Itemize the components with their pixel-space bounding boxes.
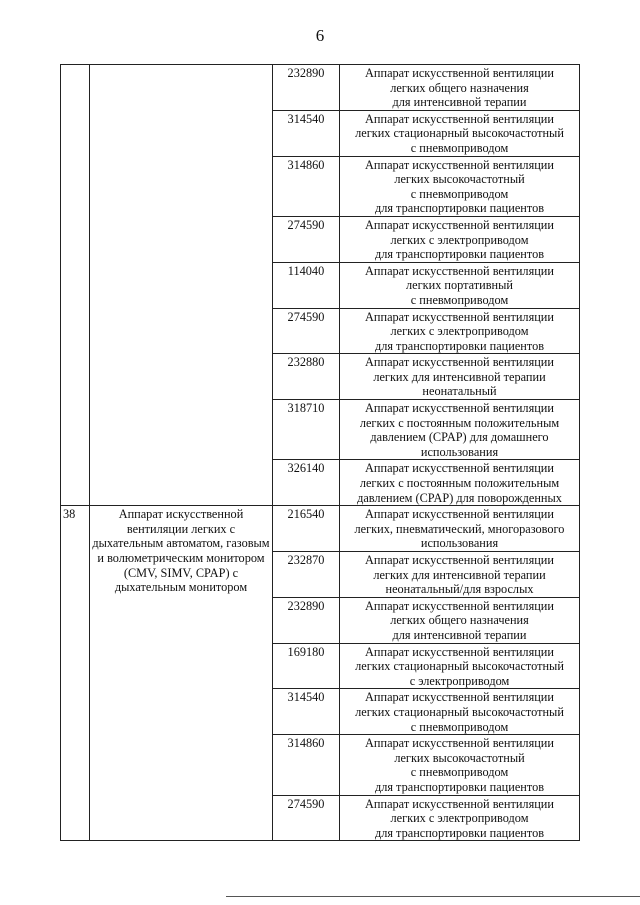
description-line: для транспортировки пациентов (374, 338, 545, 353)
device-code-cell: 274590 (273, 795, 340, 841)
device-description-cell (340, 643, 580, 689)
description-line: Аппарат искусственной вентиляции (365, 736, 554, 751)
device-description-cell (340, 552, 580, 598)
device-description-cell (340, 262, 580, 308)
description-line: с пневмоприводом (410, 140, 509, 155)
description-line: легких общего назначения (390, 613, 529, 628)
device-description-cell (340, 597, 580, 643)
device-code-cell: 274590 (273, 216, 340, 262)
description-line: Аппарат искусственной вентиляции (365, 355, 554, 370)
description-line: легких стационарный высокочастотный (355, 704, 564, 719)
description-line: для транспортировки пациентов (374, 779, 545, 794)
device-description-cell (340, 156, 580, 216)
description-line: Аппарат искусственной вентиляции (365, 461, 554, 476)
description-line: Аппарат искусственной вентиляции (365, 66, 554, 80)
description-line: легких общего назначения (390, 80, 529, 95)
device-description-cell (340, 460, 580, 506)
table-row (61, 506, 580, 552)
device-description-cell (340, 735, 580, 795)
device-name-cell (90, 65, 273, 506)
description-line: неонатальный/для взрослых (385, 582, 534, 597)
table-row (61, 65, 580, 111)
description-line: с пневмоприводом (410, 719, 509, 734)
device-code-cell: 232890 (273, 597, 340, 643)
description-line: Аппарат искусственной вентиляции (365, 157, 554, 172)
description-line: легких стационарный высокочастотный (355, 126, 564, 141)
table-body (61, 65, 580, 841)
description-line: легких для интенсивной терапии (373, 369, 546, 384)
device-code-cell: 314540 (273, 689, 340, 735)
description-line: легких портативный (406, 278, 513, 293)
description-line: Аппарат искусственной вентиляции (365, 401, 554, 416)
description-line: легких с постоянным положительным (359, 476, 560, 491)
description-line: Аппарат искусственной вентиляции (365, 111, 554, 126)
description-line: Аппарат искусственной вентиляции (365, 507, 554, 522)
description-line: с пневмоприводом (410, 186, 509, 201)
device-name-cell: Аппарат искусственной вентиляции легких с дыхательным автоматом, газовым и волюметрическим монитором (CMV, SIMV, CPAP) с дыхательным монитором (90, 506, 273, 841)
description-line: легких стационарный высокочастотный (355, 659, 564, 674)
device-code-cell: 114040 (273, 262, 340, 308)
description-line: легких с электроприводом (390, 324, 529, 339)
description-line: легких для интенсивной терапии (373, 567, 546, 582)
description-line: использования (420, 536, 499, 551)
description-line: давлением (CPAP) для домашнего (370, 430, 549, 445)
device-description-cell (340, 216, 580, 262)
device-code-cell: 274590 (273, 308, 340, 354)
device-code-cell: 232870 (273, 552, 340, 598)
description-line: с пневмоприводом (410, 765, 509, 780)
device-description-cell (340, 354, 580, 400)
description-line: для транспортировки пациентов (374, 247, 545, 262)
device-description-cell (340, 506, 580, 552)
description-line: с электроприводом (409, 673, 510, 688)
description-line: Аппарат искусственной вентиляции (365, 796, 554, 811)
device-code-cell: 326140 (273, 460, 340, 506)
device-code-cell: 169180 (273, 643, 340, 689)
device-code-cell: 232880 (273, 354, 340, 400)
description-line: легких с электроприводом (390, 232, 529, 247)
device-description-cell (340, 65, 580, 111)
description-line: Аппарат искусственной вентиляции (365, 690, 554, 705)
description-line: Аппарат искусственной вентиляции (365, 217, 554, 232)
description-line: для интенсивной терапии (392, 95, 527, 110)
description-line: легких с постоянным положительным (359, 415, 560, 430)
description-line: использования (420, 444, 499, 459)
description-line: Аппарат искусственной вентиляции (365, 309, 554, 324)
description-line: Аппарат искусственной вентиляции (365, 553, 554, 567)
description-line: с пневмоприводом (410, 292, 509, 307)
description-line: для транспортировки пациентов (374, 201, 545, 216)
device-description-cell (340, 400, 580, 460)
description-line: неонатальный (422, 384, 497, 399)
device-code-cell: 232890 (273, 65, 340, 111)
description-line: Аппарат искусственной вентиляции (365, 263, 554, 278)
device-description-cell (340, 110, 580, 156)
device-code-cell: 216540 (273, 506, 340, 552)
description-line: Аппарат искусственной вентиляции (365, 598, 554, 613)
description-line: легких высокочастотный (394, 750, 525, 765)
description-line: для интенсивной терапии (392, 627, 527, 642)
device-code-cell: 314860 (273, 156, 340, 216)
device-description-cell (340, 308, 580, 354)
device-code-cell: 314540 (273, 110, 340, 156)
position-number-cell (61, 65, 90, 506)
description-line: Аппарат искусственной вентиляции (365, 644, 554, 659)
device-code-cell: 318710 (273, 400, 340, 460)
description-line: для транспортировки пациентов (374, 825, 545, 840)
device-description-cell (340, 795, 580, 841)
description-line: легких с электроприводом (390, 811, 529, 826)
description-line: легких высокочастотный (394, 172, 525, 187)
page-edge-divider (226, 896, 640, 897)
position-number-cell: 38 (61, 506, 90, 841)
device-description-cell (340, 689, 580, 735)
device-registry-table (60, 64, 580, 841)
description-line: легких, пневматический, многоразового (354, 521, 565, 536)
page-number: 6 (315, 26, 325, 45)
device-code-cell: 314860 (273, 735, 340, 795)
description-line: давлением (CPAP) для поворожденных (357, 490, 562, 505)
